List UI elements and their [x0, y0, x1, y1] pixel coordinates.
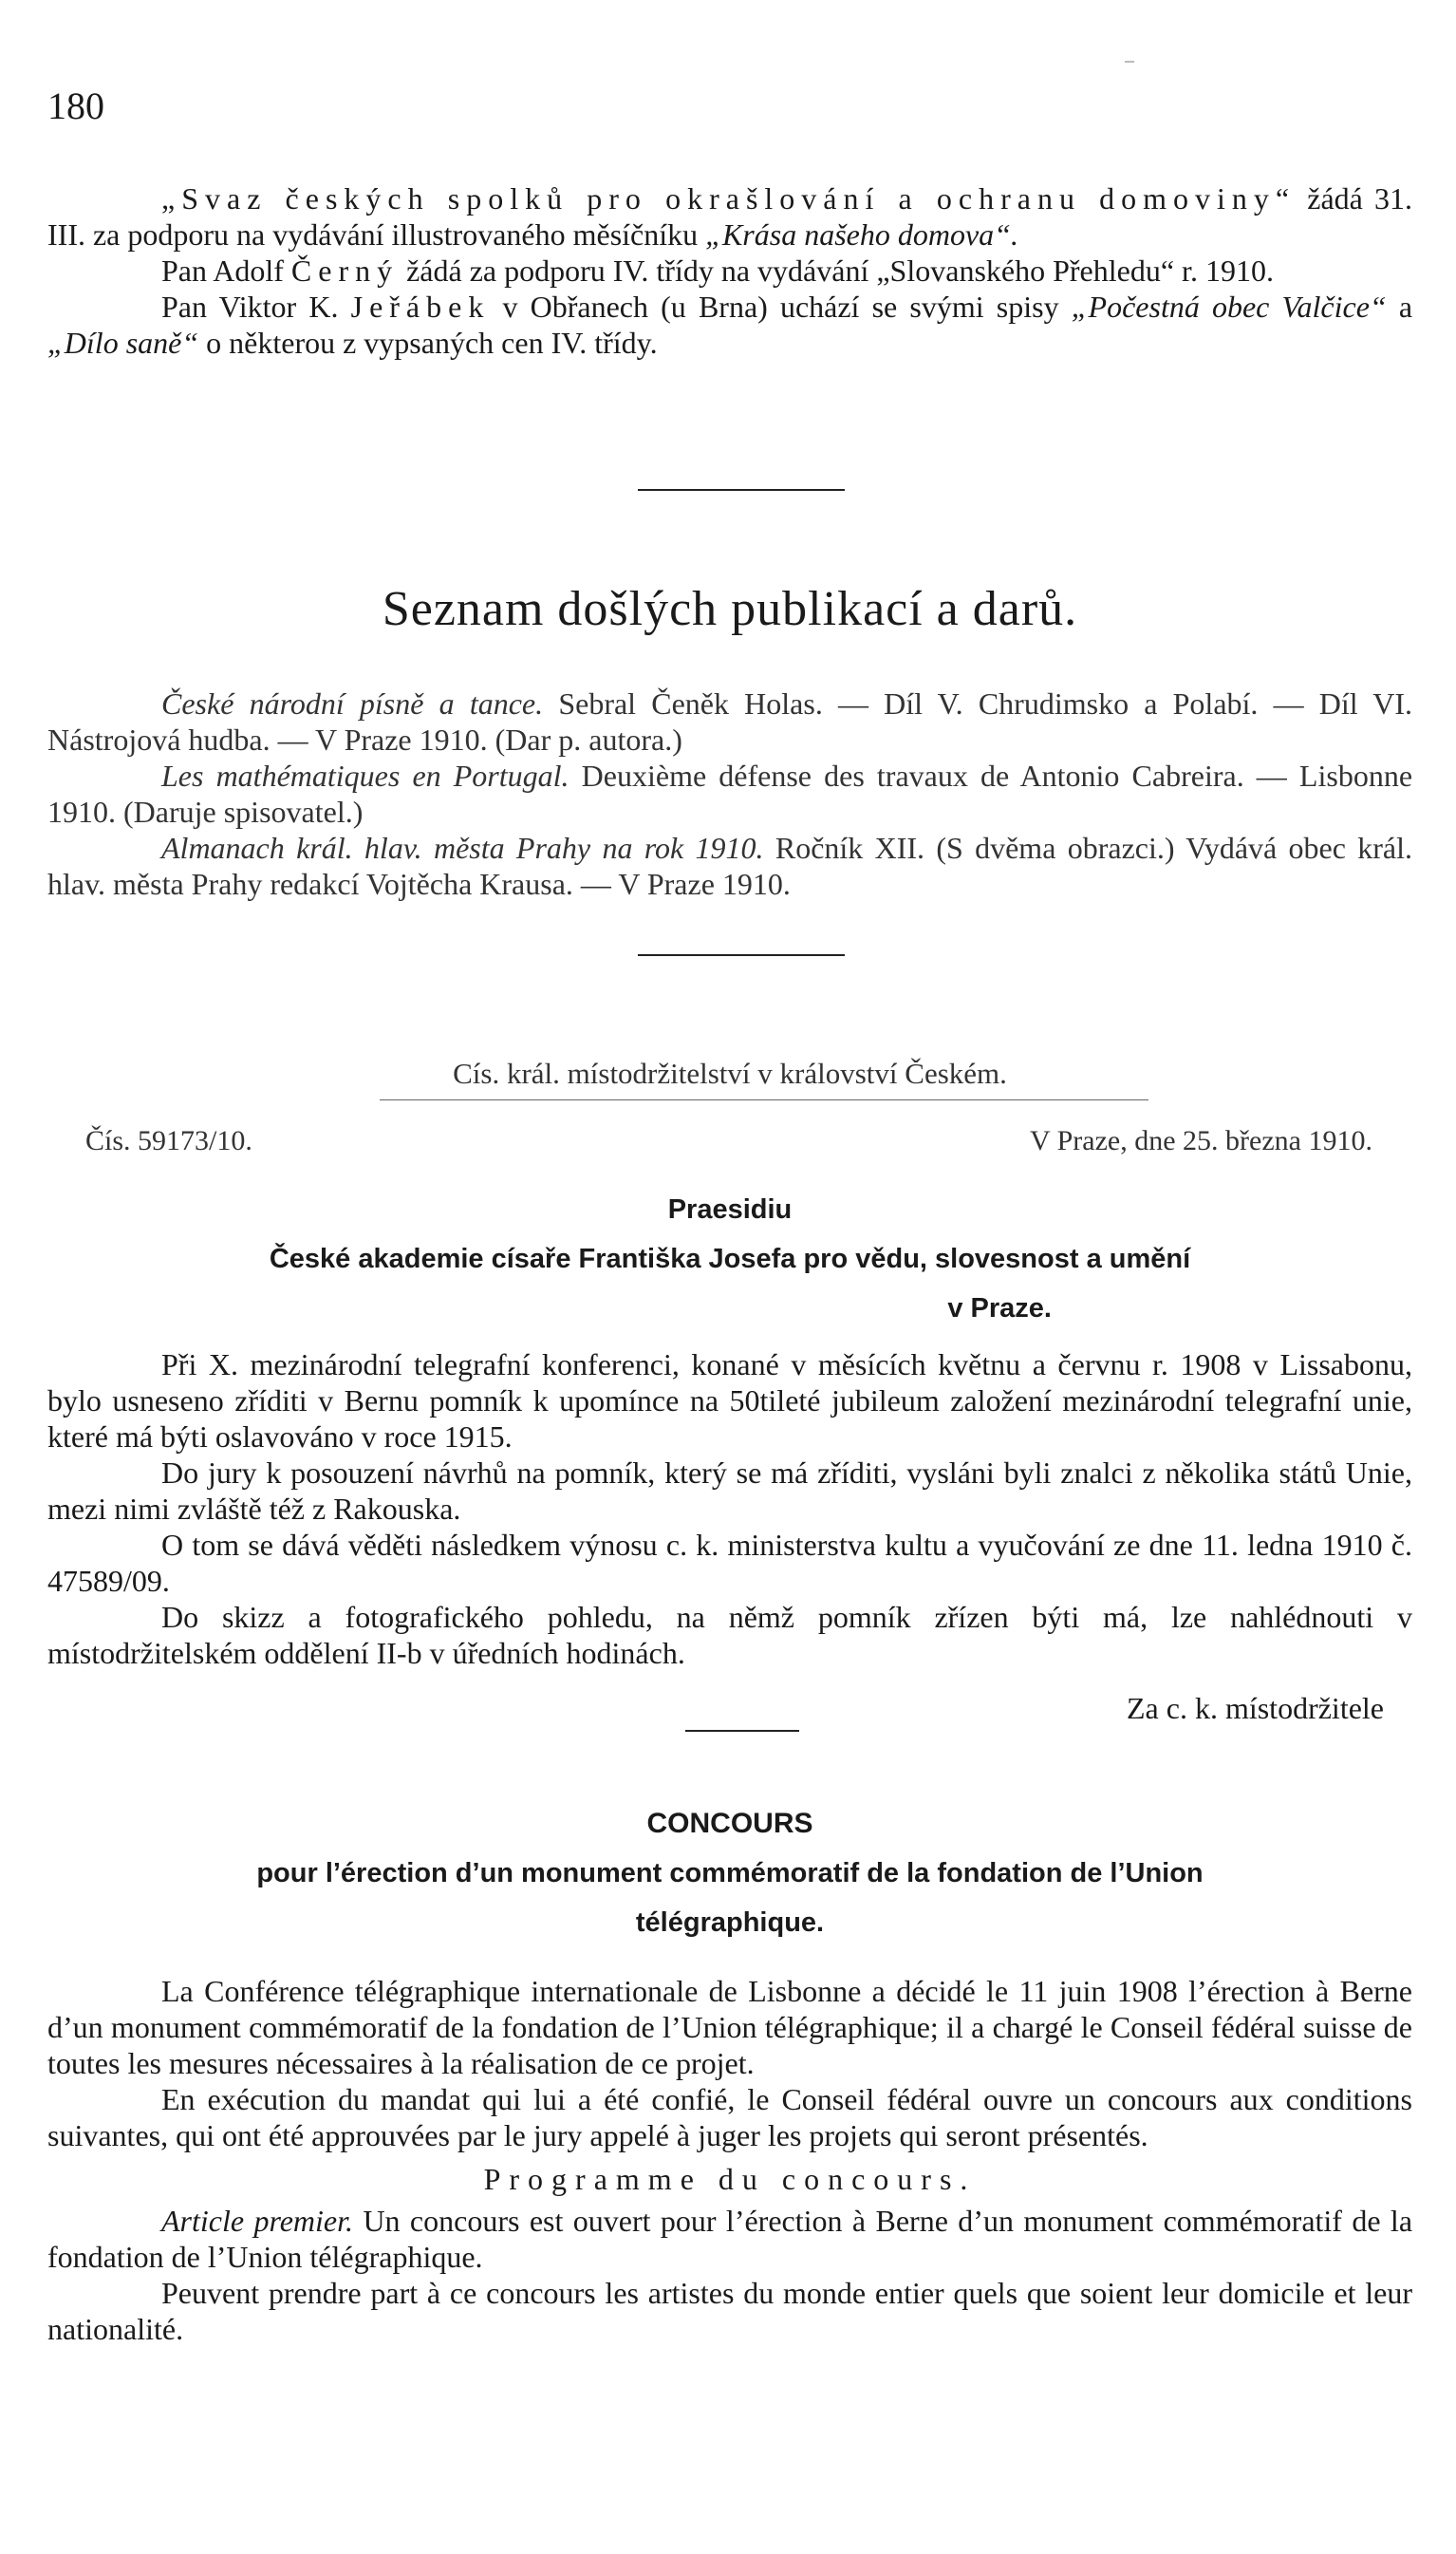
- divider: [638, 489, 845, 491]
- person-name: Černý: [290, 254, 400, 288]
- publication-item: České národní písně a tance. Sebral Čeněk Holas. — Díl V. Chrudimsko a Polabí. — Díl VI. Nástrojová hudba. — V Praze 1910. (Dar p. autora.): [47, 686, 1413, 757]
- letter-reference: Čís. 59173/10.: [85, 1125, 252, 1156]
- section-header: [47, 581, 1412, 637]
- concours-body: [47, 1973, 1412, 2347]
- scan-mark: [1125, 61, 1134, 63]
- letter-paragraph: Do jury k posouzení návrhů na pomník, který se má zříditi, vysláni byli znalci z několika států Unie, mezi nimi zvláště též z Rakouska.: [47, 1455, 1412, 1526]
- society-name: „Svaz českých spolků pro okrašlování a ochranu domoviny“: [161, 181, 1297, 216]
- publication-item: Almanach král. hlav. města Prahy na rok 1910. Ročník XII. (S dvěma obrazci.) Vydává obec král. hlav. města Prahy redakcí Vojtěcha Krausa. — V Praze 1910.: [47, 831, 1412, 901]
- intro-section: [47, 180, 1412, 361]
- addressee-line: v Praze.: [947, 1293, 1052, 1324]
- intro-paragraph-3: Pan Viktor K. Jeřábek v Obřanech (u Brna) uchází se svými spisy „Počestná obec Valčice“ a „Dílo saně“ o některou z vypsaných cen IV. třídy.: [47, 290, 1413, 360]
- intro-paragraph-1: „Svaz českých spolků pro okrašlování a ochranu domoviny“ žádá 31. III. za podporu na vydávání illustrovaného měsíčníku „Krása našeho domova“.: [47, 181, 1413, 252]
- letter-meta: [47, 1125, 1412, 1157]
- letter-paragraph: O tom se dává věděti následkem výnosu c. k. ministerstva kultu a vyučování ze dne 11. ledna 1910 č. 47589/09.: [47, 1528, 1412, 1598]
- programme-title: Programme du concours.: [483, 2162, 977, 2196]
- concours-title: CONCOURS: [646, 1808, 813, 1839]
- addressee-line: Praesidiu: [667, 1194, 793, 1225]
- intro-paragraph-2: Pan Adolf Černý žádá za podporu IV. třídy na vydávání „Slovanského Přehledu“ r. 1910.: [161, 254, 1274, 288]
- letter-authority-block: [47, 1056, 1412, 1092]
- concours-paragraph: En exécution du mandat qui lui a été confié, le Conseil fédéral ouvre un concours aux conditions suivantes, qui ont été approuvées par le jury appelé à juger les projets qui seront présentés.: [47, 2082, 1412, 2152]
- divider: [638, 954, 845, 956]
- article-paragraph: Article premier. Un concours est ouvert pour l’érection à Berne d’un monument commémoratif de la fondation de l’Union télégraphique.: [47, 2204, 1413, 2274]
- concours-paragraph: La Conférence télégraphique internationale de Lisbonne a décidé le 11 juin 1908 l’érection à Berne d’un monument commémoratif de la fondation de l’Union télégraphique; il a chargé le Conseil fédéral suisse de toutes les mesures nécessaires à la réalisation de ce projet.: [47, 1974, 1412, 2080]
- letter-addressee: [47, 1185, 1412, 1333]
- concours-subtitle: pour l’érection d’un monument commémoratif de la fondation de l’Union: [256, 1858, 1204, 1888]
- article-label: Article premier.: [161, 2204, 354, 2238]
- letter-signature: Za c. k. místodržitele: [1126, 1691, 1384, 1725]
- publication-item: Les mathématiques en Portugal. Deuxième défense des travaux de Antonio Cabreira. — Lisbonne 1910. (Daruje spisovatel.): [47, 759, 1413, 829]
- authority-rule: [380, 1099, 1148, 1100]
- letter-paragraph: Při X. mezinárodní telegrafní konferenci, konané v měsících květnu a červnu r. 1908 v Lissabonu, bylo usneseno zříditi v Bernu pomník k upomínce na 50tileté jubileum založení mezinárodní telegrafní unie, které má býti oslavováno v roce 1915.: [47, 1347, 1412, 1454]
- publications-list: [47, 685, 1412, 902]
- addressee-line: České akademie císaře Františka Josefa pro vědu, slovesnost a umění: [269, 1244, 1191, 1274]
- divider: [685, 1730, 799, 1732]
- concours-heading: [47, 1799, 1412, 1947]
- letter-date: V Praze, dne 25. března 1910.: [1030, 1125, 1372, 1156]
- letter-paragraph: Do skizz a fotografického pohledu, na němž pomník zřízen býti má, lze nahlédnouti v místodržitelském oddělení II-b v úředních hodinách.: [47, 1600, 1412, 1670]
- letter-authority: Cís. král. místodržitelství v království Českém.: [453, 1057, 1007, 1090]
- letter-body: [47, 1346, 1412, 1726]
- person-name: Jeřábek: [350, 290, 491, 324]
- section-title: Seznam došlých publikací a darů.: [382, 582, 1078, 636]
- concours-subtitle: télégraphique.: [635, 1907, 825, 1938]
- concours-paragraph: Peuvent prendre part à ce concours les artistes du monde entier quels que soient leur domicile et leur nationalité.: [47, 2276, 1412, 2346]
- page-number: 180: [47, 85, 104, 127]
